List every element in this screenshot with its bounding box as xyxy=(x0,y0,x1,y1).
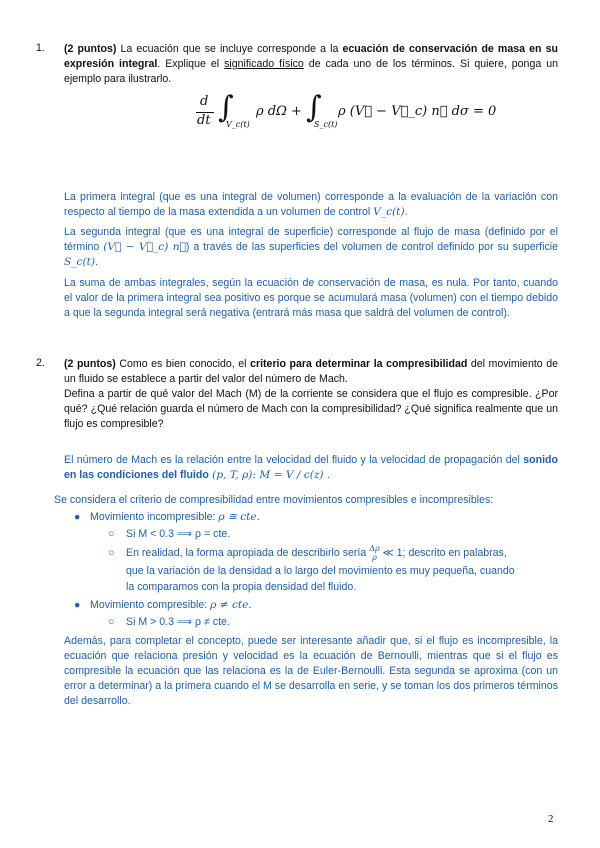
eq-dt: dt xyxy=(197,113,211,128)
answer-1-p1-text: La primera integral (que es una integral de volumen) corresponde a la evaluación de la variación con respecto al tiempo de la masa extendida a un volumen de control xyxy=(64,191,558,218)
integral-sign: ∫ xyxy=(306,90,322,125)
answer-1-p2-math2: S_c(t) xyxy=(64,256,96,268)
answer-1-p2-math: (V⃗ − V⃗_c) n⃗ xyxy=(103,241,186,253)
bullet-incompressible-label: Movimiento incompresible: xyxy=(90,511,219,523)
question-2-points: (2 puntos) xyxy=(64,358,116,370)
sub-bullet-text: Si M > 0.3 ⟹ ρ ≠ cte. xyxy=(126,616,230,628)
bullet-compressible-math: ρ ≠ cte. xyxy=(210,599,252,611)
fraction-numerator: Δρ xyxy=(369,544,380,553)
answer-2-p1-text: El número de Mach es la relación entre la velocidad del fluido y la velocidad de propagación del xyxy=(64,454,524,466)
answer-1-p2-text2: ) a través de las superficies del volumen de control definido por su superficie xyxy=(185,241,559,253)
answer-2-p1-math: (p, T, ρ): M = V / c(z) . xyxy=(208,469,331,481)
fraction-denominator: ρ xyxy=(372,553,377,562)
question-1-points: (2 puntos) xyxy=(64,43,117,55)
delta-rho-fraction xyxy=(369,544,379,562)
bullet-dot: ● xyxy=(74,511,81,523)
sub-bullet-circle: ○ xyxy=(108,546,115,559)
question-1-part: La ecuación que se incluye corresponde a la xyxy=(116,43,343,55)
page-number: 2 xyxy=(548,813,554,825)
sub-bullet-circle: ○ xyxy=(108,616,115,628)
sub-bullet-text: ≪ 1; descrito en palabras, xyxy=(379,546,507,559)
integral-sign: ∫ xyxy=(218,90,234,125)
eq-d: d xyxy=(200,94,209,109)
question-1-underline: significado físico xyxy=(224,58,304,70)
question-1-part: . Explique el xyxy=(157,58,225,70)
sub-bullet-text: En realidad, la forma apropiada de describirlo sería xyxy=(126,546,370,559)
answer-2-paragraph-3: Además, para completar el concepto, puede ser interesante añadir que, si el flujo es incompresible, la ecuación que relaciona presión y velocidad es la ecuación de Bernoulli, mientras que si el flujo es compresible la ecuación que las relaciona es la de Euler-Bernoulli. Esta segunda se aproxima (con un error a determinar) a la primera cuando el M se desarrolla en serie, y se toman los dos primeros términos del desarrollo. xyxy=(64,635,558,707)
answer-2-paragraph-1 xyxy=(64,453,558,483)
bullet-compressible xyxy=(74,598,252,613)
eq-int1-sub: V_c(t) xyxy=(226,120,250,129)
answer-2-p1-bold: sonido en las condiciones del fluido xyxy=(64,454,558,481)
answer-1-p2-end: . xyxy=(95,256,98,268)
sub-bullet-incompressible-1 xyxy=(108,527,230,542)
sub-bullet-continuation-2: la comparamos con la propia densidad del fluido. xyxy=(126,581,357,593)
answer-1-paragraph-3: La suma de ambas integrales, según la ecuación de conservación de masa, es nula. Por tanto, cuando el valor de la primera integral sea positivo es porque se acumulará masa (volumen) con el tiempo debido a que la segunda integral será negativa (entrará más masa que saldrá del volumen de control). xyxy=(64,277,558,319)
sub-bullet-continuation-1: que la variación de la densidad a lo largo del movimiento es muy pequeña, cuando xyxy=(126,565,515,577)
sub-bullet-incompressible-2 xyxy=(108,544,507,562)
mass-conservation-equation xyxy=(196,90,497,138)
eq-int2-sub: S_c(t) xyxy=(314,120,338,129)
question-1-part: de cada uno de los términos. Si quiere, ponga un ejemplo para ilustrarlo. xyxy=(64,58,558,85)
answer-1-p1-math: V_c(t) xyxy=(373,206,405,218)
eq-int2-body: ρ (V⃗ − V⃗_c) n⃗ dσ = 0 xyxy=(338,104,497,119)
question-2-part: del movimiento de un fluido se establece a partir del valor del número de Mach. xyxy=(64,358,558,385)
answer-1-paragraph-2 xyxy=(64,225,558,270)
answer-1-p2-text: La segunda integral (que es una integral de superficie) corresponde al flujo de masa (definido por el término xyxy=(64,226,558,253)
question-2-bold: criterio para determinar la compresibilidad xyxy=(250,358,468,370)
question-2-number: 2. xyxy=(36,357,45,369)
answer-1-p1-end: . xyxy=(404,206,408,218)
question-2-part: Como es bien conocido, el xyxy=(115,358,251,370)
question-2-prompt: Defina a partir de qué valor del Mach (M) de la corriente se considera que el flujo es compresible. ¿Por qué? ¿Qué relación guarda el número de Mach con la compresibilidad? ¿Qué significa realmente que un flujo es compresible? xyxy=(64,388,558,430)
bullet-compressible-label: Movimiento compresible: xyxy=(90,599,211,611)
bullet-incompressible-math: ρ ≅ cte. xyxy=(218,511,261,523)
question-1-number: 1. xyxy=(36,42,45,54)
answer-2-paragraph-2: Se considera el criterio de compresibilidad entre movimientos compresibles e incompresibles: xyxy=(54,494,494,506)
sub-bullet-text: Si M < 0.3 ⟹ ρ = cte. xyxy=(126,528,231,540)
question-2-text xyxy=(64,357,558,432)
bullet-incompressible xyxy=(74,510,260,525)
sub-bullet-compressible-1 xyxy=(108,615,230,630)
question-1-text xyxy=(64,42,558,87)
eq-int1-body: ρ dΩ + xyxy=(256,104,302,119)
answer-1-paragraph-1 xyxy=(64,190,558,220)
sub-bullet-circle: ○ xyxy=(108,528,115,540)
bullet-dot: ● xyxy=(74,599,81,611)
question-1-bold: ecuación de conservación de masa en su expresión integral xyxy=(64,43,558,70)
